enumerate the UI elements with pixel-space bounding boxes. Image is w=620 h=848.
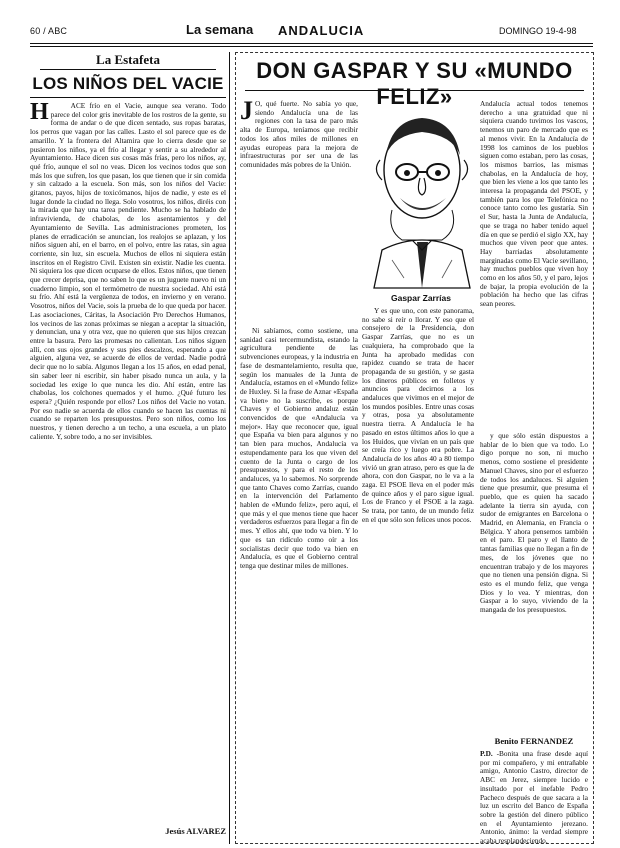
- issue-date: DOMINGO 19-4-98: [499, 26, 577, 36]
- box-article-author: Benito FERNANDEZ: [494, 736, 574, 746]
- box-col4-continued: y que sólo están dispuestos a hablar de lo bien que va todo. Lo digo porque no son, ni mucho menos, como sostiene el presidente Manuel Chaves, sino por el esfuerzo de todos los andaluces. Si alguien tiene que presumir, que presuma el pueblo, que es quien ha sacado adelante la tierra sin ayuda, con sudor de emigrantes en Barcelona o Madrid, en Alemania, en Francia o Bélgica. Y ahora pensemos también en el paro. El paro y el llanto de tantas familias que no llegan a fin de mes, de los jóvenes que no encuentran trabajo y de los mayores que no tienen una pensión digna. Si esto es el mundo feliz, que venga Dios y lo vea. Y mientras, don Gaspar a lo suyo, viviendo de la mangada de los presupuestos.: [480, 431, 588, 615]
- page-header: [0, 0, 620, 52]
- postscript: [480, 749, 588, 846]
- box-col1: [240, 96, 358, 326]
- left-article: [30, 52, 226, 844]
- caricature-illustration: [362, 100, 480, 288]
- left-article-author: Jesús ALVAREZ: [165, 826, 226, 836]
- box-col4-text: Andalucía actual todos tenemos derecho a una gratuidad que ni siquiera cuando tuvimos los vascos, tenemos un paro de mercado que es al menos vivir. En la Andalucía de 1998 los caminos de los pueblos siguen como estaban, pero las cosas, los mismos barrios, las mismas chabolas, en la Andalucía de hoy, que bien les viene a los que tanto les interesa la propaganda del PSOE, y también para los que Telefónica no conoce tanto como les gustaría. Sin el Sur, hasta la Junta de Andalucía, que se traga no haber tenido aquel día en que se perdió el siglo XX, hay muchos que viven peor que antes. Hay barriadas absolutamente marginadas como El Vacie sevillano, hay muchos pueblos que viven hoy como en los años 50, y el paro, lejos de bajar, la propia evolución de la población ha hecho que las cifras sean peores.: [480, 99, 589, 309]
- postscript-text: -Bonita una frase desde aquí por mi compañero, y mi entrañable amigo, Antonio Castro, director de ABC en Jerez, siempre lucido e insultado por el inefable Pedro Pacheco después de que sacara a la luz un escrito del Banco de España sobre la gestión del dinero público en el Ayuntamiento jerezano. Antonio, ánimo: la verdad siempre acaba resplandeciendo.: [480, 749, 588, 846]
- left-article-text: ACE frío en el Vacie, aunque sea verano. Todo parece del color gris inevitable de los rostros de la gente, su forma de andar o de que dicen sentado, sus ropas baratas, los perros que vagan por las calles. Lasto el sol parece que es de amarillo. Y la frontera del Altamira que lo cierra desde que se pusieron los niños, ya el frío al llegar y sentir a su alrededor al Ayuntamiento. Hace dicen sus cosas más frías, pero los niños, ay, qué frío, aunque el sol no veas. Dicen los vecinos todos que son más los que sufren, los que pasan, los que tienen que ir sin comida y sin calzado a la escuela. Son más, son los niños del Vacie: gitanos, payos, hijos de toxicómanos, hijos de nadie, y este es el lugar donde la ciudad no llega. Solo vosotros, los niños, diréis con la mirada que hay una tarea pendiente. Mucho se ha hablado de infravivienda, de chabolas, de los asentamientos y del Ayuntamiento de Sevilla. Las administraciones prometen, los planes de erradicación se anuncian, los realojos se aplazan, y los niños siguen ahí, en el barro, en el polvo, entre las ratas, sin agua corriente, sin luz, sin escuela. Muchos de ellos ni siquiera están inscritos en el Registro Civil. Existen sin existir. Nadie les cuenta. Ni siquiera los que dicen ocuparse de ellos. Estos niños, que tienen que crecer deprisa, que no saben lo que es un juguete nuevo ni un cuaderno limpio, son el termómetro de nuestra sociedad. Ahí está su frío. Ahí está la vergüenza de todos, en invierno y en verano. Vosotros, niños del Vacie, sois la prueba de lo que queda por hacer. Las asociaciones, Cáritas, la Asociación Pro Derechos Humanos, los vecinos de las zonas próximas se niegan a aceptar la situación, y denuncian, una y otra vez, que no quieren que sus hijos crezcan entre la basura. Pero las promesas no calientan. Los niños siguen allí, con sus ojos grandes y sus pies descalzos, esperando a que alguien, alguna vez, se acuerde de ellos de verdad. Nadie podrá decir que no lo sabía. Algunos llegan a los 15 años, en edad penal, sin saber leer ni escribir, sin haber pisado nunca un aula, y la sociedad les exige lo que nunca les dio. Ahí están, entre las chabolas, los colchones quemados y el humo. ¿Qué futuro les espera? ¿Quién responde por ellos? Los niños del Vacie no votan. Por eso nadie se acuerda de ellos cuando se hacen las cuentas ni cuando se reparten los presupuestos. Pero son niños, como los nuestros, y tienen derecho a un techo, a una escuela, a un plato caliente. Y, sobre todo, a no ser invisibles.: [30, 101, 226, 441]
- box-col1-text: O, qué fuerte. No sabía yo que, siendo Andalucía una de las regiones con la tasa de paro más alta de Europa, teníamos que recibir todos los años miles de millones en ayudas europeas para la mejora de infraestructuras por ser una de las comunidades más pobres de la Unión.: [240, 99, 358, 169]
- caricature-drawing: [362, 100, 480, 288]
- box-article-title: DON GASPAR Y SU «MUNDO FELIZ»: [256, 58, 573, 109]
- box-col4: [480, 100, 588, 430]
- header-rule: [30, 43, 593, 44]
- box-col3: Y es que uno, con este panorama, no sabe si reír o llorar. Y eso que el consejero de la Presidencia, don Gaspar Zarrías, que no es un cualquiera, ha comprobado que la Junta ha aprobado medidas con rapidez cuando se trata de hacer propaganda de su gestión, y se gasta los dineros públicos en folletos y anuncios para decirnos a los andaluces que vivimos en el mejor de los mundos posibles. Entre unas cosas y otras, posa ya absolutamente nuestra tierra. A Andalucía le ha pasado en estos últimos años lo que a los Huidos, que vivían en un país que se creía rico y luego era pobre. La Andalucía de los años 40 a 80 tiempo vivió un gran atraso, pero es que la de ahora, con don Gaspar, no le va a la zaga. El PSOE lleva en el poder más de quince años y el paro sigue igual. Los de Franco y el PSOE a la zaga. Se trata, por tanto, de un mundo feliz en el que sólo son felices unos pocos.: [362, 306, 474, 524]
- box-dropcap: J: [240, 96, 253, 125]
- section-name: La semana: [186, 22, 254, 37]
- kicker-rule: [40, 69, 216, 70]
- header-rule-thin: [30, 46, 593, 47]
- left-article-body: [30, 99, 226, 822]
- illustration-caption: Gaspar Zarrías: [390, 293, 451, 303]
- column-divider: [229, 52, 230, 844]
- column-kicker: La Estafeta: [96, 52, 160, 67]
- left-dropcap: H: [30, 99, 49, 125]
- page-folio: 60 / ABC: [30, 26, 68, 36]
- box-title-rule: [245, 90, 584, 91]
- title-rule: [30, 97, 226, 98]
- region-name: ANDALUCIA: [278, 23, 365, 38]
- box-col2: Ni sabíamos, como sostiene, una sanidad casi tercermundista, estando la agricultura pendiente de las subvenciones europeas, y la industria en fase de desmantelamiento, resulta que, según los manuales de la Junta de Andalucía, estamos en el «Mundo feliz» de Huxley. Si la frase de Aznar «España va bien» no la suscribe, es porque Chaves y el Gobierno andaluz están convencidos de que «Andalucía va mejor». Hay que reconocer que, igual que España va bien para algunos y no tan bien para muchos, Andalucía va estupendamente para los que viven del cuento de la Junta o cargo de los presupuestos, y para el resto de los andaluces, ya lo sabemos. No sorprende que tanto Chaves como Zarrías, cuando en la intervención del Parlamento hablen de «Mundo feliz», pero aquí, el que más y el que menos tiene que hacer verdaderos esfuerzos para llegar a fin de mes. Y ellos ahí, que todo va bien. Y lo que es tan ridículo como oír a los socialistas decir que todo va bien en Andalucía, es que el Gobierno central tenga que destinar miles de millones.: [240, 326, 358, 570]
- postscript-label: P.D.: [480, 749, 493, 758]
- left-article-title: LOS NIÑOS DEL VACIE: [32, 74, 224, 93]
